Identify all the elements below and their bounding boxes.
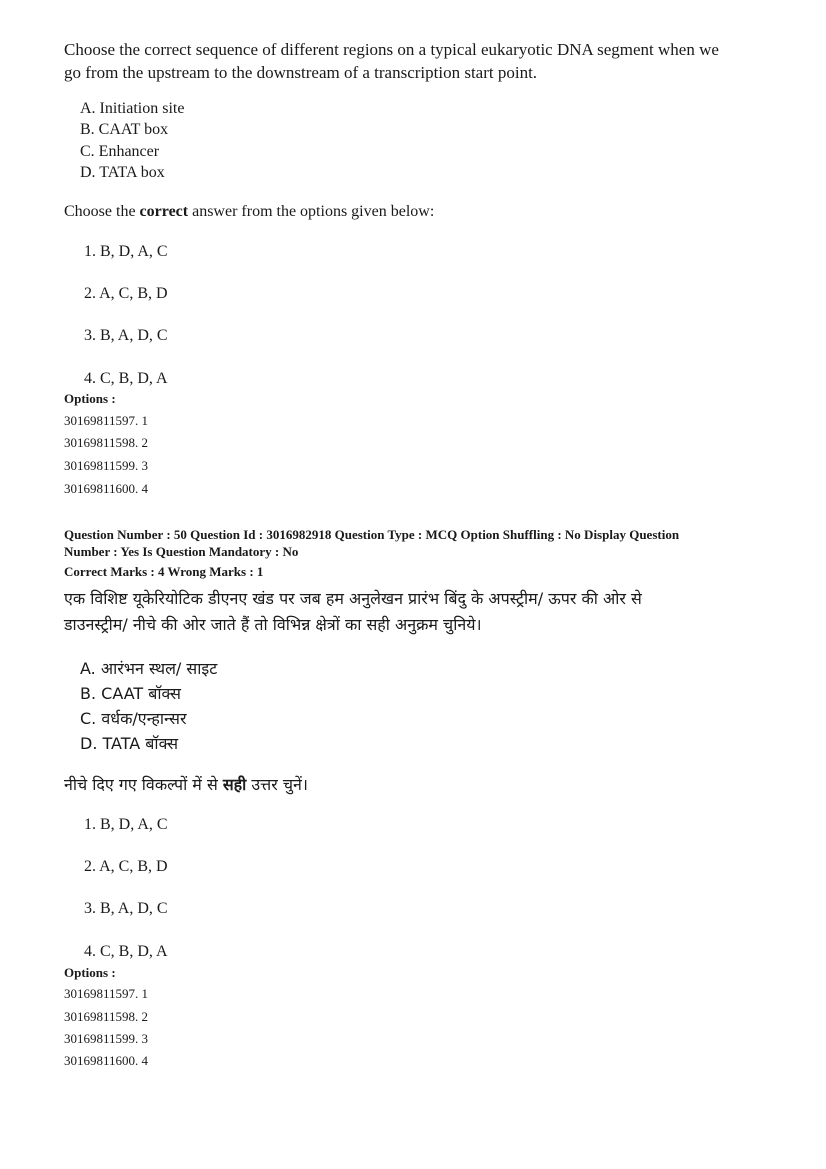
option-id: 30169811600. 4 xyxy=(64,1053,149,1068)
answer-option: 1. B, D, A, C xyxy=(84,816,168,833)
answer-option: 3. B, A, D, C xyxy=(84,327,168,344)
answer-option: 2. A, C, B, D xyxy=(84,858,168,875)
list-item: A. आरंभन स्थल/ साइट xyxy=(80,659,218,678)
instruction-hi-bold: सही xyxy=(222,775,247,794)
question-en-line1: Choose the correct sequence of different regions on a typical eukaryotic DNA segment when we xyxy=(64,40,719,59)
instruction-hi-pre: नीचे दिए गए विकल्पों में से xyxy=(64,775,223,794)
option-id: 30169811598. 2 xyxy=(64,1009,149,1024)
question-meta-line2: Number : Yes Is Question Mandatory : No xyxy=(64,544,299,559)
question-meta-line1: Question Number : 50 Question Id : 3016982918 Question Type : MCQ Option Shuffling : No Display Question xyxy=(64,527,680,542)
option-id: 30169811600. 4 xyxy=(64,481,149,496)
option-id: 30169811597. 1 xyxy=(64,986,149,1001)
question-hi-line1: एक विशिष्ट यूकेरियोटिक डीएनए खंड पर जब हम अनुलेखन प्रारंभ बिंदु के अपस्ट्रीम/ ऊपर की ओर से xyxy=(64,589,642,608)
answer-option: 3. B, A, D, C xyxy=(84,900,168,917)
instruction-hi xyxy=(64,773,308,795)
instruction-en-pre: Choose the xyxy=(64,203,140,220)
question-hi-line2: डाउनस्ट्रीम/ नीचे की ओर जाते हैं तो विभिन्न क्षेत्रों का सही अनुक्रम चुनिये। xyxy=(64,615,482,634)
options-label: Options : xyxy=(64,965,116,980)
instruction-hi-post: उत्तर चुनें। xyxy=(246,775,308,794)
question-meta-line3: Correct Marks : 4 Wrong Marks : 1 xyxy=(64,564,264,579)
option-id: 30169811599. 3 xyxy=(64,1031,149,1046)
answer-option: 2. A, C, B, D xyxy=(84,285,168,302)
list-item: B. CAAT box xyxy=(80,121,169,138)
list-item: A. Initiation site xyxy=(80,100,185,117)
list-item: D. TATA बॉक्स xyxy=(80,734,179,753)
instruction-en-post: answer from the options given below: xyxy=(188,203,435,220)
list-item: D. TATA box xyxy=(80,164,165,181)
answer-option: 4. C, B, D, A xyxy=(84,370,168,387)
option-id: 30169811597. 1 xyxy=(64,413,149,428)
list-item: B. CAAT बॉक्स xyxy=(80,684,181,703)
question-en-line2: go from the upstream to the downstream of a transcription start point. xyxy=(64,63,538,82)
list-item: C. Enhancer xyxy=(80,143,160,160)
option-id: 30169811598. 2 xyxy=(64,435,149,450)
instruction-en xyxy=(64,203,434,221)
list-item: C. वर्धक/एन्हान्सर xyxy=(80,709,187,728)
instruction-en-bold: correct xyxy=(139,203,189,220)
answer-option: 4. C, B, D, A xyxy=(84,943,168,960)
option-id: 30169811599. 3 xyxy=(64,458,149,473)
answer-option: 1. B, D, A, C xyxy=(84,243,168,260)
options-label: Options : xyxy=(64,391,116,406)
